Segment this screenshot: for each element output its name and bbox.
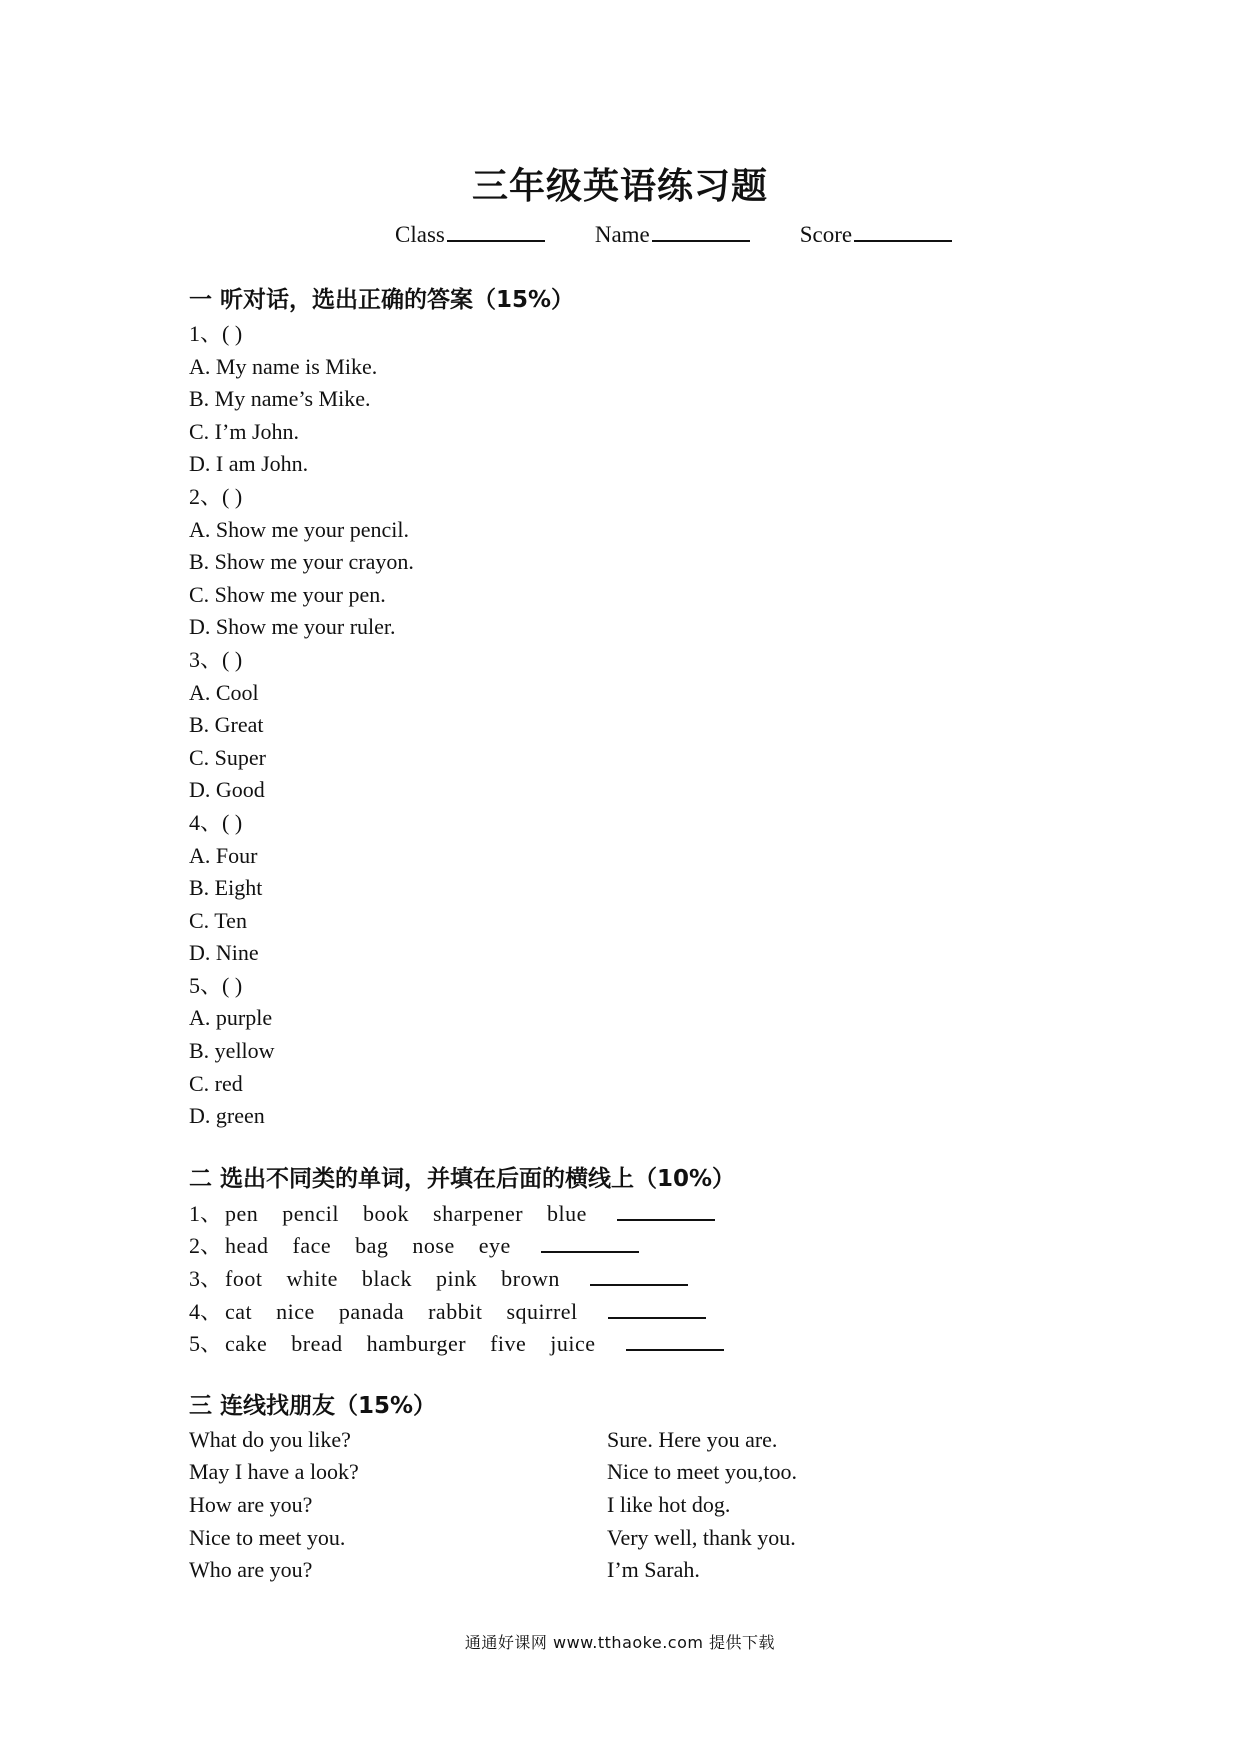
row-number: 4、 [189,1298,223,1324]
question-number: 2、( ) [189,483,243,509]
match-row-4 [189,1522,1089,1555]
match-row-3 [189,1489,1089,1522]
word-row-1 [189,1197,1089,1230]
match-question: Who are you? [189,1557,313,1583]
page-title: 三年级英语练习题 [471,166,768,207]
word: five [490,1331,527,1357]
option-a: A. Show me your pencil. [189,516,409,542]
word: face [292,1233,332,1259]
option-b: B. yellow [189,1038,275,1064]
word: pink [436,1266,478,1292]
word: juice [550,1331,596,1357]
question-number: 3、( ) [189,646,243,672]
word: foot [225,1266,263,1292]
question-1 [189,318,1089,481]
question-number: 4、( ) [189,809,243,835]
word: cake [225,1331,268,1357]
match-row-2 [189,1456,1089,1489]
option-c: C. red [189,1070,243,1096]
word: black [361,1266,412,1292]
word: hamburger [366,1331,467,1357]
question-2 [189,481,1089,644]
word: head [225,1233,269,1259]
answer-blank [617,1197,715,1221]
word: pencil [282,1200,340,1226]
question-5 [189,970,1089,1133]
section-spacer [189,1360,1089,1388]
option-a: A. Cool [189,679,259,705]
answer-blank [590,1262,688,1286]
word: bread [291,1331,343,1357]
word: squirrel [506,1298,578,1324]
row-number: 1、 [189,1200,223,1226]
match-question: What do you like? [189,1426,351,1452]
match-answer: Very well, thank you. [607,1524,796,1550]
option-b: B. My name’s Mike. [189,386,371,412]
word: brown [501,1266,560,1292]
page-footer: 通通好课网 www.tthaoke.com 提供下载 [464,1633,776,1652]
word: nice [276,1298,315,1324]
match-question: How are you? [189,1492,313,1517]
word: bag [355,1233,389,1259]
question-4 [189,807,1089,970]
word: panada [338,1298,405,1324]
word: pen [225,1200,259,1226]
option-a: A. purple [189,1005,273,1031]
option-c: C. Ten [189,907,247,933]
name-label: Name [594,222,650,247]
word-row-3 [189,1262,1089,1295]
option-d: D. Nine [189,940,259,966]
name-blank [652,218,750,242]
question-3 [189,644,1089,807]
section-odd-one-out [189,1161,1089,1360]
match-question: May I have a look? [189,1459,359,1485]
section-heading: 一 听对话，选出正确的答案（15%） [189,287,575,313]
option-c: C. I’m John. [189,418,299,444]
word: cat [225,1298,253,1324]
option-d: D. I am John. [189,451,309,477]
word: nose [412,1233,455,1259]
word: rabbit [428,1298,483,1324]
option-b: B. Eight [189,875,263,901]
word: book [363,1200,410,1226]
question-number: 1、( ) [189,321,243,346]
word: sharpener [433,1200,524,1226]
student-info-row [395,218,952,248]
match-answer: I’m Sarah. [607,1557,700,1583]
match-question: Nice to meet you. [189,1524,346,1550]
match-answer: Nice to meet you,too. [607,1459,798,1485]
word-row-2 [189,1229,1089,1262]
match-row-1 [189,1424,1089,1457]
word: blue [547,1200,587,1226]
word: white [286,1266,338,1292]
name-field [595,218,750,248]
option-d: D. green [189,1103,265,1129]
section-matching [189,1388,1089,1587]
option-b: B. Great [189,712,264,738]
match-answer: Sure. Here you are. [607,1426,778,1452]
score-label: Score [799,222,853,247]
option-d: D. Good [189,777,265,803]
section-listening [189,282,1089,1133]
word-row-4 [189,1295,1089,1328]
match-answer: I like hot dog. [607,1492,731,1517]
answer-blank [608,1295,706,1319]
class-label: Class [395,222,445,247]
question-number: 5、( ) [189,972,243,998]
row-number: 5、 [189,1331,223,1357]
row-number: 3、 [189,1266,223,1292]
option-a: A. Four [189,842,258,868]
option-a: A. My name is Mike. [189,353,378,379]
option-b: B. Show me your crayon. [189,549,414,575]
section-heading: 三 连线找朋友（15%） [189,1392,437,1419]
score-blank [854,218,952,242]
score-field [800,218,952,248]
option-d: D. Show me your ruler. [189,614,396,640]
section-heading: 二 选出不同类的单词，并填在后面的横线上（10%） [189,1165,736,1192]
worksheet-content [189,282,1089,1587]
section-spacer [189,1133,1089,1161]
row-number: 2、 [189,1233,223,1259]
answer-blank [541,1229,639,1253]
option-c: C. Show me your pen. [189,581,386,607]
class-field [395,218,545,248]
word: eye [478,1233,511,1259]
option-c: C. Super [189,744,266,770]
class-blank [447,218,545,242]
match-row-5 [189,1554,1089,1587]
word-row-5 [189,1327,1089,1360]
answer-blank [626,1327,724,1351]
